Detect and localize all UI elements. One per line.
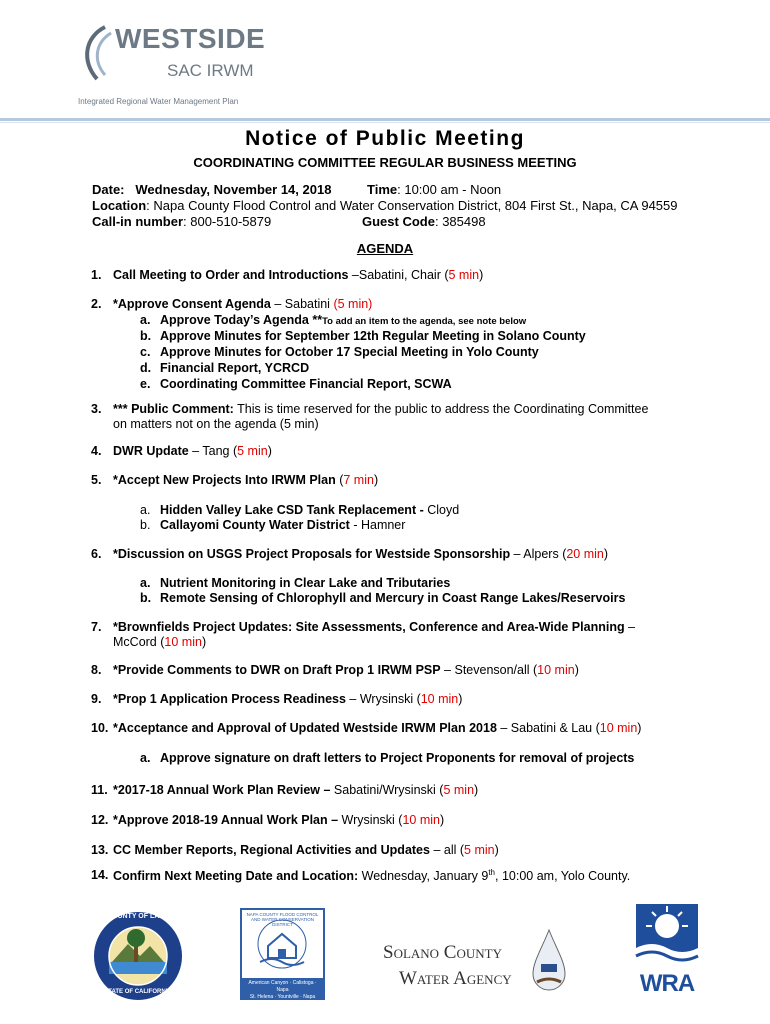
item-title: *Brownfields Project Updates: Site Assessments, Conference and Area-Wide Planning (113, 620, 625, 634)
sub-item-2e (140, 377, 452, 391)
item-title: CC Member Reports, Regional Activities and Updates (113, 843, 430, 857)
item-title: *** Public Comment: (113, 402, 234, 416)
date-value: Wednesday, November 14, 2018 (135, 182, 332, 197)
item-text: This is time reserved for the public to address the Coordinating Committee (233, 402, 649, 416)
sub-letter: e. (140, 377, 151, 391)
item-time: 10 min (164, 635, 202, 649)
agenda-item-13 (91, 843, 499, 857)
agenda-item-14 (91, 868, 631, 884)
item-end: ) (474, 783, 479, 797)
item-presenter: – all ( (429, 843, 465, 857)
callin-label: Call-in number (92, 214, 184, 229)
agenda-item-6 (91, 547, 609, 561)
agenda-item-11 (91, 783, 479, 797)
sub-text: Approve Minutes for October 17 Special Meeting in Yolo County (160, 345, 539, 359)
item-title: *2017-18 Annual Work Plan Review – (113, 783, 331, 797)
sub-text: Hidden Valley Lake CSD Tank Replacement - (160, 503, 424, 517)
agenda-item-3-line2: on matters not on the agenda (5 min) (113, 417, 319, 431)
sub-letter: c. (140, 345, 151, 359)
agenda-item-3 (91, 402, 649, 416)
sub-text: Approve signature on draft letters to Project Proponents for removal of projects (160, 751, 635, 765)
item-title: Call Meeting to Order and Introductions (113, 268, 349, 282)
guest-value: : 385498 (434, 214, 486, 229)
item-number: 1. (91, 268, 102, 282)
date-label: Date: (92, 182, 125, 197)
item-title: *Discussion on USGS Project Proposals for Westside Sponsorship (113, 547, 511, 561)
item-title: DWR Update (113, 444, 189, 458)
item-number: 3. (91, 402, 102, 416)
sub-text: Callayomi County Water District (160, 518, 350, 532)
item-presenter: – Wrysinski ( (345, 692, 421, 706)
guest-line (362, 214, 486, 229)
item-number: 14. (91, 868, 109, 882)
item-number: 8. (91, 663, 102, 677)
wra-sun-icon (632, 904, 702, 974)
header-rule-thin (0, 122, 770, 123)
sub-presenter: Cloyd (423, 503, 460, 517)
item-end: ) (439, 813, 445, 827)
item-presenter: –Sabatini, Chair ( (348, 268, 449, 282)
location-label: Location (92, 198, 147, 213)
location-line (92, 198, 678, 213)
callin-value: : 800-510-5879 (183, 214, 272, 229)
time-value: : 10:00 am - Noon (397, 182, 502, 197)
item-number: 7. (91, 620, 102, 634)
sub-text: Nutrient Monitoring in Clear Lake and Tributaries (160, 576, 451, 590)
sub-letter: a. (140, 503, 151, 517)
sub-item-2c (140, 345, 539, 359)
lake-seal-top-text: COUNTY OF LAKE (106, 913, 170, 920)
item-time: 5 min (237, 444, 268, 458)
item-end: ) (603, 547, 609, 561)
agenda-item-7-line2 (113, 635, 206, 649)
item-number: 5. (91, 473, 102, 487)
item-time: 20 min (566, 547, 604, 561)
napa-logo-text: NAPA COUNTY FLOOD CONTROL AND WATER CONSERVATION DISTRICT (246, 912, 319, 927)
item-end: , 10:00 am, Yolo County. (495, 869, 631, 884)
item-title: Confirm Next Meeting Date and Location: (113, 869, 359, 884)
sub-text: Financial Report, YCRCD (160, 361, 310, 375)
item-title: *Acceptance and Approval of Updated Westside IRWM Plan 2018 (113, 721, 497, 735)
westside-logo (70, 15, 275, 110)
sub-item-10a (140, 751, 635, 765)
sub-item-2d (140, 361, 310, 375)
agenda-item-5 (91, 473, 379, 487)
solano-line-2: Water Agency (399, 968, 512, 989)
agenda-item-7 (91, 620, 636, 634)
sub-letter: a. (140, 313, 151, 327)
solano-county-water-agency-logo (383, 938, 563, 998)
item-title: *Approve Consent Agenda (113, 297, 271, 311)
item-title: *Approve 2018-19 Annual Work Plan – (113, 813, 339, 827)
county-of-lake-seal (92, 910, 184, 1002)
item-text: Wednesday, January 9 (358, 869, 489, 884)
item-time: 5 min (464, 843, 495, 857)
item-time: 5 min (443, 783, 475, 797)
item-number: 2. (91, 297, 102, 311)
header-rule (0, 118, 770, 121)
item-end: ) (458, 692, 463, 706)
sub-item-6a (140, 576, 451, 590)
wra-logo (632, 904, 702, 1000)
sub-item-2a (140, 313, 527, 327)
item-presenter: – Sabatini (270, 297, 334, 311)
sub-letter: a. (140, 576, 151, 590)
agenda-item-9 (91, 692, 463, 706)
agenda-heading: AGENDA (356, 241, 414, 256)
item-end: ) (267, 444, 272, 458)
logo-tagline: Integrated Regional Water Management Plan (78, 97, 239, 106)
agenda-item-4 (91, 444, 272, 458)
item-end: ) (479, 268, 484, 282)
sub-text: Coordinating Committee Financial Report, SCWA (160, 377, 452, 391)
item-title: *Provide Comments to DWR on Draft Prop 1 IRWM PSP (113, 663, 441, 677)
time-line (367, 182, 501, 197)
item-time: 10 min (599, 721, 638, 735)
sub-letter: b. (140, 591, 152, 605)
guest-label: Guest Code (362, 214, 435, 229)
location-value: : Napa County Flood Control and Water Conservation District, 804 First St., Napa, CA 94559 (146, 198, 678, 213)
item-presenter: – Sabatini & Lau ( (496, 721, 600, 735)
sub-item-5a (140, 503, 460, 517)
sub-text: Approve Today’s Agenda ** (160, 313, 323, 327)
sub-letter: b. (140, 518, 151, 532)
sub-presenter: - Hamner (349, 518, 406, 532)
item-presenter: Sabatini/Wrysinski ( (330, 783, 444, 797)
sub-item-5b (140, 518, 406, 532)
agenda-item-2 (91, 297, 373, 311)
sub-letter: d. (140, 361, 152, 375)
item-time: 10 min (402, 813, 440, 827)
wra-text: WRA (639, 970, 695, 997)
sub-letter: a. (140, 751, 151, 765)
item-presenter: McCord ( (113, 635, 165, 649)
napa-cities-band: American Canyon · Calistoga · Napa St. Helena · Yountville · Napa County (242, 978, 323, 998)
item-presenter: ( (335, 473, 344, 487)
item-number: 6. (91, 547, 102, 561)
item-end: ) (201, 635, 207, 649)
item-end: ) (494, 843, 499, 857)
item-presenter: Wrysinski ( (338, 813, 403, 827)
agenda-item-12 (91, 813, 445, 827)
item-sup: th (488, 868, 495, 877)
swoosh-icon (75, 23, 115, 83)
item-end: ) (637, 721, 642, 735)
agenda-item-10 (91, 721, 642, 735)
page-title: Notice of Public Meeting (245, 127, 525, 150)
item-time: 5 min (448, 268, 480, 282)
sub-item-2b (140, 329, 586, 343)
sub-note: To add an item to the agenda, see note below (322, 316, 527, 327)
agenda-item-1 (91, 268, 484, 282)
item-end: ) (574, 663, 579, 677)
item-presenter: – Tang ( (188, 444, 238, 458)
lake-seal-bottom-text: STATE OF CALIFORNIA (104, 989, 172, 995)
item-number: 11. (91, 783, 108, 797)
item-title: *Accept New Projects Into IRWM Plan (113, 473, 336, 487)
napa-flood-control-logo (240, 908, 325, 1007)
water-drop-icon (531, 928, 567, 992)
item-number: 13. (91, 843, 109, 857)
sub-text: Approve Minutes for September 12th Regular Meeting in Solano County (160, 329, 586, 343)
logo-subtitle: SAC IRWM (167, 61, 254, 80)
item-time: 7 min (343, 473, 374, 487)
logo-title: WESTSIDE (115, 23, 266, 54)
solano-line-1: Solano County (383, 942, 502, 963)
item-time: 10 min (537, 663, 575, 677)
item-presenter: – Alpers ( (510, 547, 567, 561)
sub-item-6b (140, 591, 626, 605)
sub-text: Remote Sensing of Chlorophyll and Mercury in Coast Range Lakes/Reservoirs (160, 591, 626, 605)
item-dash: – (624, 620, 636, 634)
item-end: ) (373, 473, 379, 487)
page-subtitle: COORDINATING COMMITTEE REGULAR BUSINESS MEETING (193, 155, 577, 170)
item-time: (5 min) (333, 297, 373, 311)
item-presenter: – Stevenson/all ( (440, 663, 538, 677)
item-time: 10 min (420, 692, 459, 706)
sub-letter: b. (140, 329, 152, 343)
item-title: *Prop 1 Application Process Readiness (113, 692, 346, 706)
item-number: 4. (91, 444, 102, 458)
item-number: 9. (91, 692, 102, 706)
date-line (92, 182, 331, 197)
time-label: Time (367, 182, 398, 197)
agenda-item-8 (91, 663, 579, 677)
callin-line (92, 214, 271, 229)
item-number: 12. (91, 813, 109, 827)
item-number: 10. (91, 721, 109, 735)
